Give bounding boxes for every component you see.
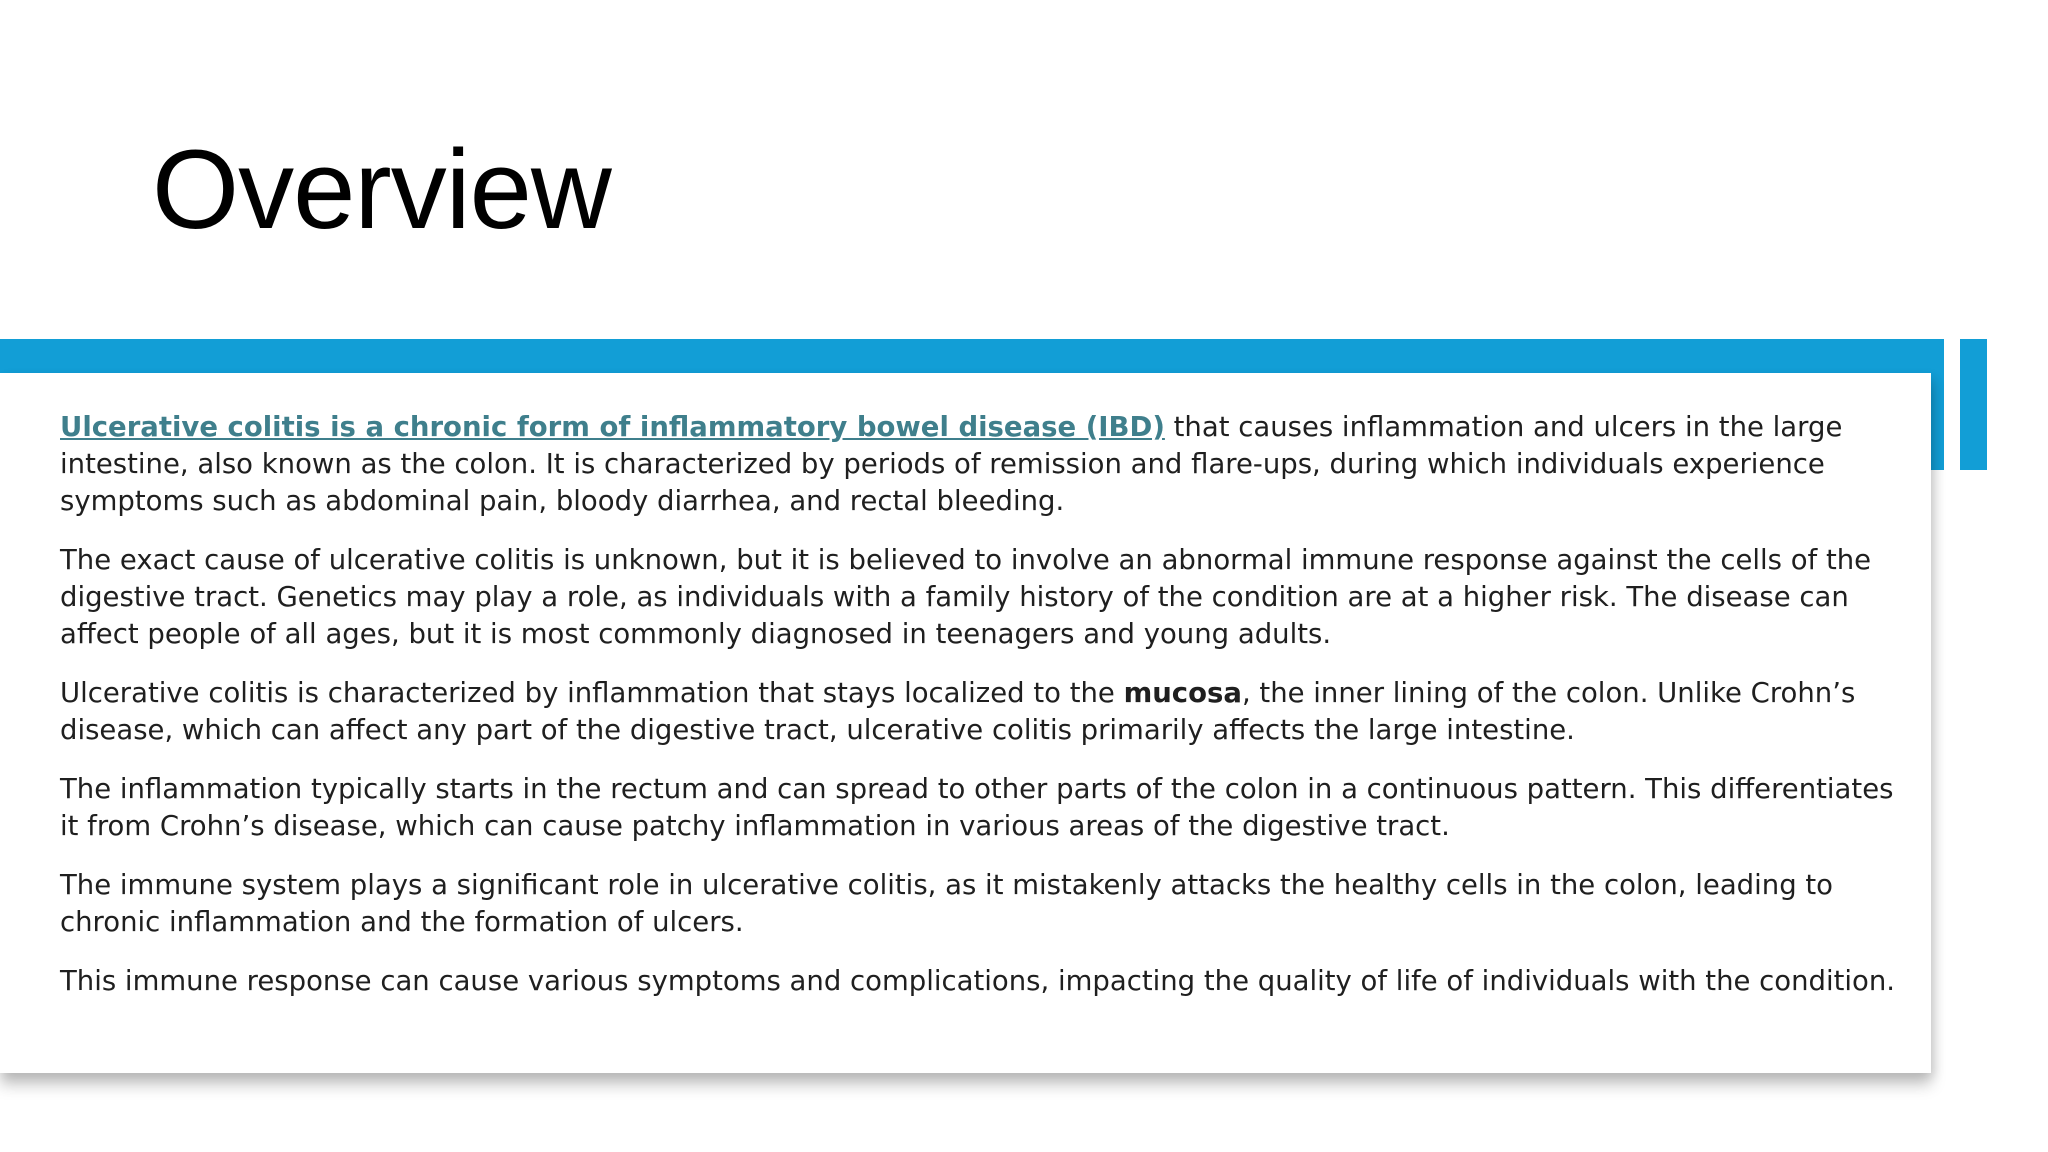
paragraph-mucosa-before: Ulcerative colitis is characterized by inflammation that stays localized to the	[60, 677, 1124, 709]
content-body	[60, 409, 1920, 1022]
paragraph-impact: This immune response can cause various symptoms and complications, impacting the quality of life of individuals with the condition.	[60, 965, 1896, 997]
paragraph-definition-text: that causes inflammation and ulcers in the large intestine, also known as the colon. It is characterized by periods of remission and flare-ups, during which individuals experience symptoms such as abdominal pain, bloody diarrhea, and rectal bleeding.	[60, 411, 1843, 517]
paragraph-mucosa-after: , the inner lining of the colon. Unlike Crohn’s disease, which can affect any part of the digestive tract, ulcerative colitis primarily affects the large intestine.	[60, 677, 1856, 746]
paragraph-mucosa	[60, 675, 1920, 749]
paragraph-cause: The exact cause of ulcerative colitis is unknown, but it is believed to involve an abnormal immune response against the cells of the digestive tract. Genetics may play a role, as individuals with a family history of the condition are at a higher risk. The disease can affect people of all ages, but it is most commonly diagnosed in teenagers and young adults.	[60, 544, 1872, 650]
mucosa-term: mucosa	[1123, 677, 1242, 709]
accent-bar-left	[1931, 339, 1944, 470]
ibd-link[interactable]: Ulcerative colitis is a chronic form of inflammatory bowel disease (IBD)	[60, 411, 1165, 443]
accent-band	[0, 339, 1944, 373]
accent-bar-right	[1960, 339, 1987, 470]
paragraph-definition	[60, 409, 1920, 520]
paragraph-immune: The immune system plays a significant role in ulcerative colitis, as it mistakenly attacks the healthy cells in the colon, leading to chronic inflammation and the formation of ulcers.	[60, 869, 1834, 938]
paragraph-spread: The inflammation typically starts in the rectum and can spread to other parts of the colon in a continuous pattern. This differentiates it from Crohn’s disease, which can cause patchy inflammation in various areas of the digestive tract.	[60, 773, 1894, 842]
slide-title: Overview	[152, 127, 611, 252]
